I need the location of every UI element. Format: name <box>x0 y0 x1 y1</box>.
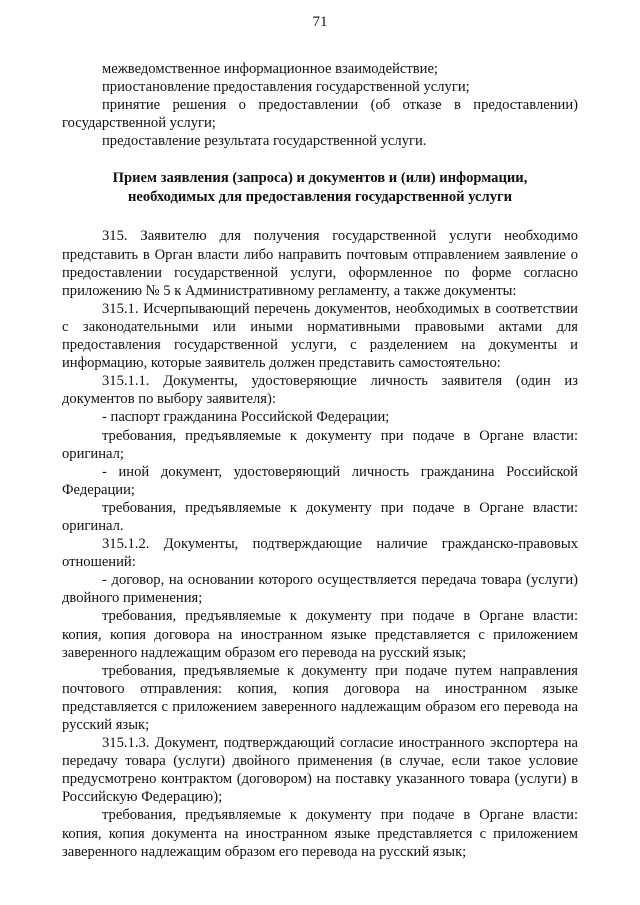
intro-item: предоставление результата государственной услуги. <box>102 133 427 150</box>
section-heading-line: необходимых для предоставления государственной услуги <box>127 188 513 205</box>
page-number: 71 <box>312 14 328 30</box>
paragraph: требования, предъявляемые к документу при подаче в Органе власти: копия, копия договора на иностранном языке представляется с приложением заверенного надлежащим образом его перевода на русский язык; <box>62 608 578 661</box>
paragraph: 315.1.3. Документ, подтверждающий согласие иностранного экспортера на передачу товара (услуги) двойного применения (в случае, если такое условие предусмотрено контрактом (договором) на поставку указанного товара (услуги) в Российскую Федерацию); <box>62 735 578 806</box>
paragraph: 315.1. Исчерпывающий перечень документов, необходимых в соответствии с законодательными или иными нормативными правовыми актами для предоставления государственной услуги, с разделением на документы и информацию, которые заявитель должен представить самостоятельно: <box>62 300 578 372</box>
intro-item: межведомственное информационное взаимодействие; <box>102 61 438 77</box>
paragraph: 315.1.1. Документы, удостоверяющие личность заявителя (один из документов по выбору заявителя): <box>62 373 578 408</box>
paragraph: - паспорт гражданина Российской Федерации; <box>102 409 390 426</box>
paragraph: 315.1.2. Документы, подтверждающие наличие гражданско-правовых отношений: <box>62 536 578 571</box>
paragraph: 315. Заявителю для получения государственной услуги необходимо представить в Орган власти либо направить почтовым отправлением заявление о предоставлении государственной услуги, оформленное по форме согласно приложению № 5 к Административному регламенту, а также документы: <box>62 228 578 299</box>
paragraph: требования, предъявляемые к документу при подаче путем направления почтового отправления: копия, копия договора на иностранном языке представляется с приложением заверенного надлежащим образом его перевода на русский язык; <box>62 662 578 733</box>
paragraph: - иной документ, удостоверяющий личность гражданина Российской Федерации; <box>62 463 578 498</box>
intro-item: принятие решения о предоставлении (об отказе в предоставлении) государственной услуги; <box>62 97 578 132</box>
section-heading <box>62 169 578 206</box>
intro-item: приостановление предоставления государственной услуги; <box>102 79 470 96</box>
paragraph: требования, предъявляемые к документу при подаче в Органе власти: оригинал. <box>62 499 578 534</box>
paragraph: требования, предъявляемые к документу при подаче в Органе власти: копия, копия документа на иностранном языке представляется с приложением заверенного надлежащим образом его перевода на русский язык; <box>62 807 578 860</box>
section-heading-line: Прием заявления (запроса) и документов и (или) информации, <box>112 170 528 187</box>
document-body <box>62 60 578 861</box>
paragraph: - договор, на основании которого осуществляется передача товара (услуги) двойного применения; <box>62 572 578 607</box>
paragraph: требования, предъявляемые к документу при подаче в Органе власти: оригинал; <box>62 427 578 462</box>
